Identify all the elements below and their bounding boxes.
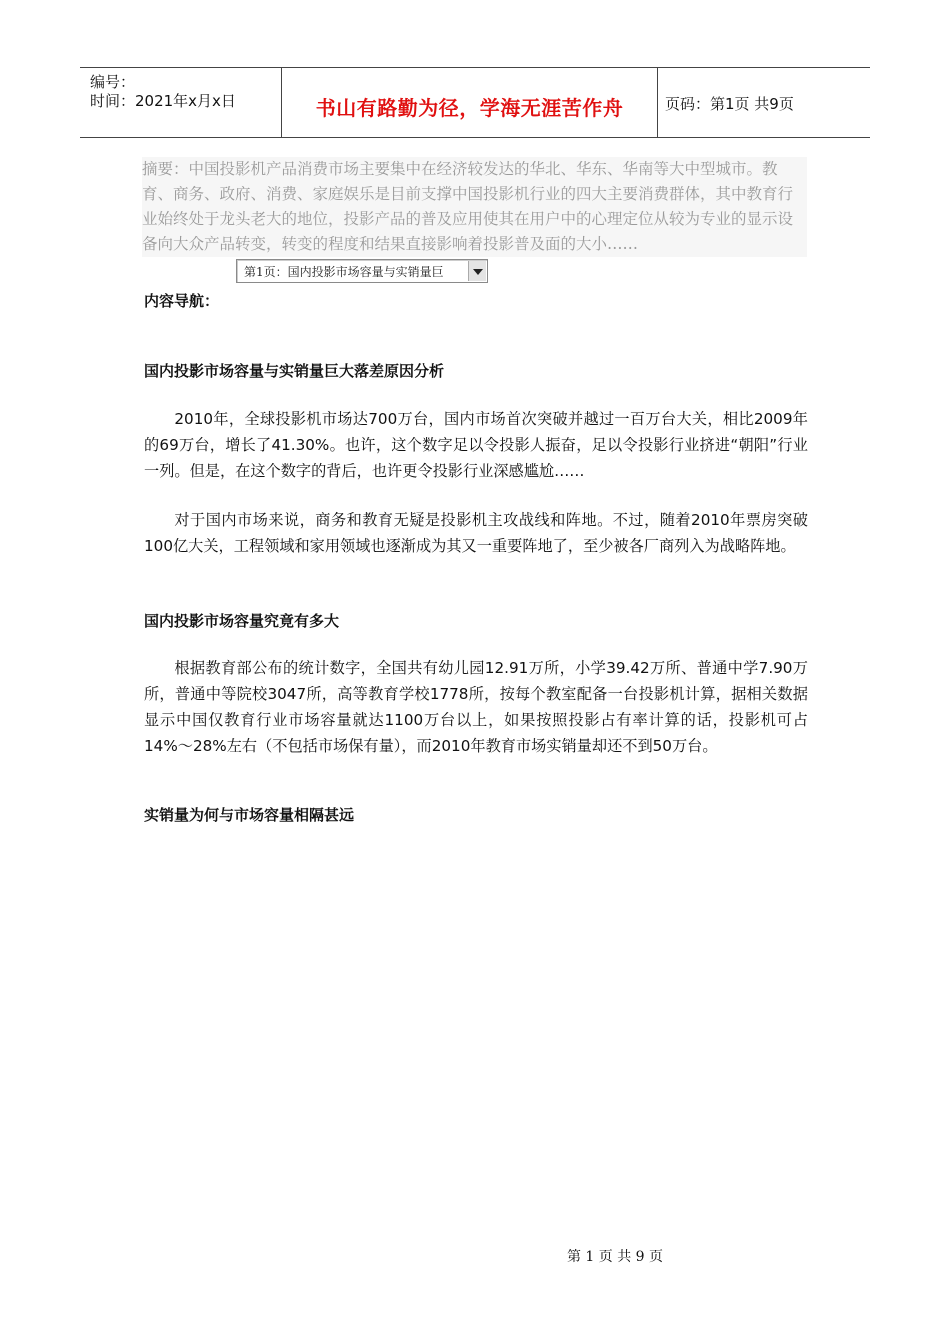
page-footer: 第 1 页 共 9 页	[566, 1249, 664, 1265]
page-code: 页码：第1页 共9页	[665, 95, 794, 113]
header-middle-cell	[281, 68, 658, 137]
serial-number: 编号：	[90, 73, 136, 91]
page-header	[80, 67, 870, 138]
dropdown-button[interactable]	[468, 261, 486, 281]
abstract: 摘要：中国投影机产品消费市场主要集中在经济较发达的华北、华东、华南等大中型城市。教育、商务、政府、消费、家庭娱乐是目前支撑中国投影机行业的四大主要消费群体，其中教育行业始终处于龙头老大的地位，投影产品的普及应用使其在用户中的心理定位从较为专业的显示设备向大众产品转变，转变的程度和结果直接影响着投影普及面的大小……	[142, 157, 807, 257]
motto: 书山有路勤为径，学海无涯苦作舟	[315, 96, 624, 120]
section-heading-2: 国内投影市场容量究竟有多大	[144, 612, 340, 630]
header-right-cell	[657, 68, 870, 137]
content-nav-label: 内容导航：	[144, 292, 220, 310]
date-label: 时间：2021年x月x日	[90, 92, 236, 110]
header-left-cell	[80, 68, 281, 137]
section-heading-1: 国内投影市场容量与实销量巨大落差原因分析	[144, 362, 445, 380]
paragraph-3: 根据教育部公布的统计数字，全国共有幼儿园12.91万所，小学39.42万所、普通中学7.90万所，普通中等院校3047所，高等教育学校1778所，按每个教室配备一台投影机计算，据相关数据显示中国仅教育行业市场容量就达1100万台以上，如果按照投影占有率计算的话，投影机可占14%～28%左右（不包括市场保有量），而2010年教育市场实销量却还不到50万台。	[144, 659, 808, 755]
paragraph-1: 2010年，全球投影机市场达700万台，国内市场首次突破并越过一百万台大关，相比2009年的69万台，增长了41.30%。也许，这个数字足以令投影人振奋，足以令投影行业挤进“朝阳”行业一列。但是，在这个数字的背后，也许更令投影行业深感尴尬……	[144, 410, 808, 480]
page-nav-selected: 第1页：国内投影市场容量与实销量巨	[244, 265, 444, 279]
paragraph-2: 对于国内市场来说，商务和教育无疑是投影机主攻战线和阵地。不过，随着2010年票房突破100亿大关，工程领域和家用领域也逐渐成为其又一重要阵地了，至少被各厂商列入为战略阵地。	[144, 511, 808, 555]
page-nav-select[interactable]	[236, 259, 488, 283]
chevron-down-icon	[473, 269, 483, 275]
section-heading-3: 实销量为何与市场容量相隔甚远	[144, 806, 355, 824]
